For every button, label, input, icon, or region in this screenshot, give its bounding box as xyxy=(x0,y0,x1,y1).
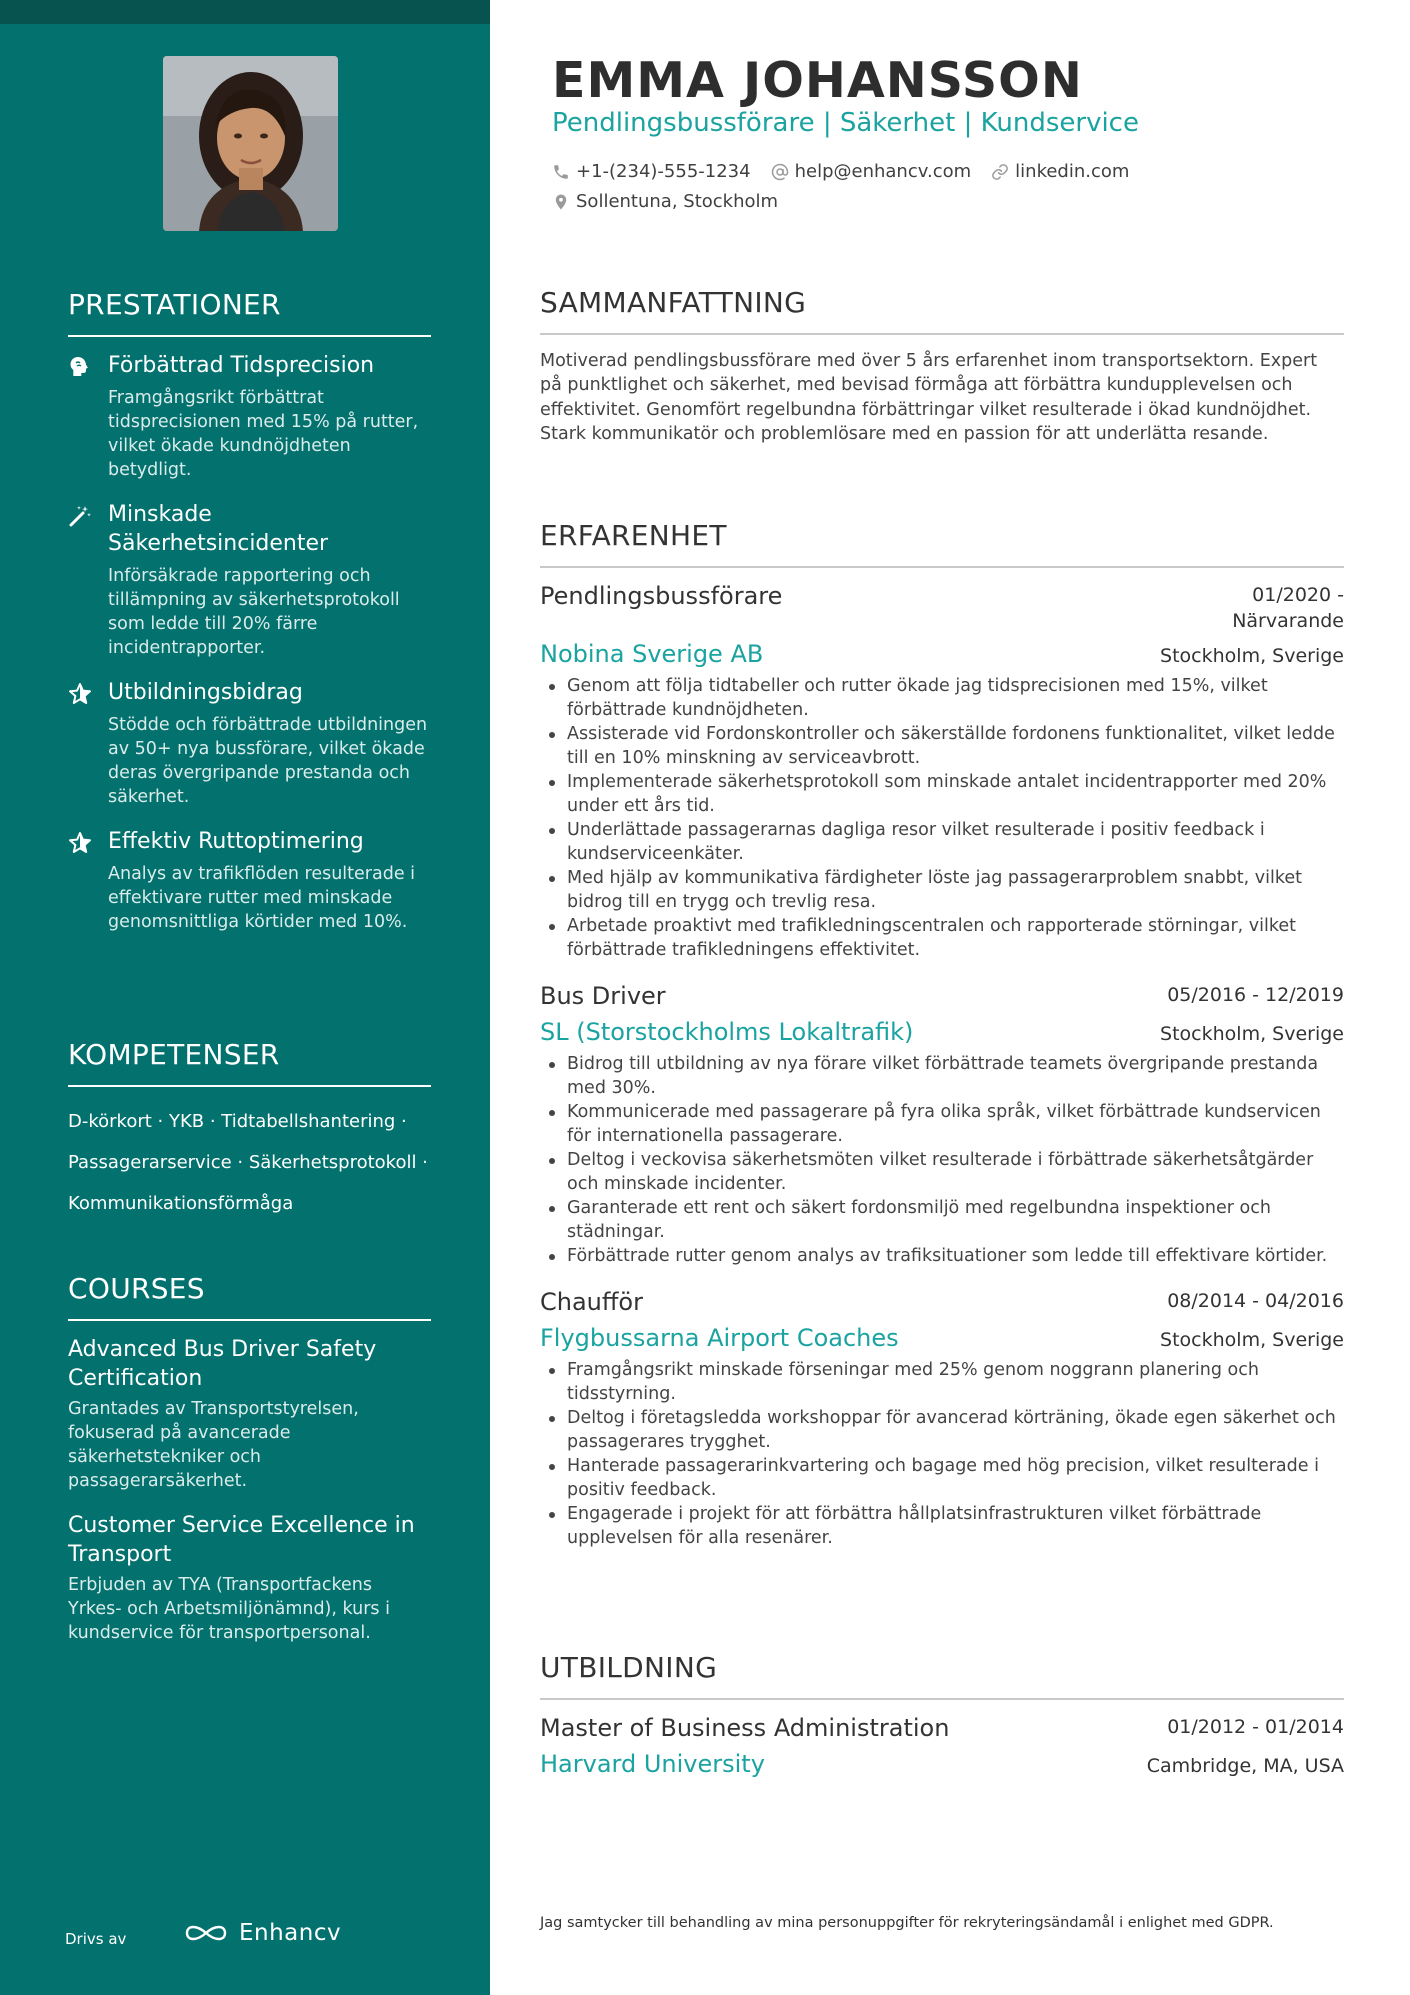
job-bullet: Bidrog till utbildning av nya förare vilket förbättrade teamets övergripande prestanda med 30%. xyxy=(540,1052,1344,1100)
achievement-item xyxy=(68,351,431,482)
email-text: help@enhancv.com xyxy=(794,161,972,182)
enhancv-logo-icon xyxy=(183,1921,229,1945)
job-bullet: Garanterade ett rent och säkert fordonsmiljö med regelbundna inspektioner och städningar. xyxy=(540,1196,1344,1244)
contact-row xyxy=(552,161,1129,182)
courses-heading: COURSES xyxy=(68,1272,431,1321)
location-pin-icon xyxy=(552,193,570,211)
candidate-name: EMMA JOHANSSON xyxy=(552,52,1083,109)
job-title: Chaufför xyxy=(540,1288,643,1316)
job-company: Nobina Sverige AB xyxy=(540,640,764,668)
education-section xyxy=(540,1651,1344,1780)
achievement-description: Stödde och förbättrade utbildningen av 50+ nya bussförare, vilket ökade deras övergripande prestanda och säkerhet. xyxy=(108,715,428,807)
education-heading: UTBILDNING xyxy=(540,1651,1344,1700)
achievement-title: Minskade Säkerhetsincidenter xyxy=(108,502,329,556)
job-location: Stockholm, Sverige xyxy=(1160,1329,1344,1351)
skills-line: Passagerarservice · Säkerhetsprotokoll · xyxy=(68,1152,428,1173)
magic-wand-icon xyxy=(68,504,92,528)
skills-heading: KOMPETENSER xyxy=(68,1038,431,1087)
course-title: Advanced Bus Driver Safety Certification xyxy=(68,1337,377,1391)
job-bullet: Med hjälp av kommunikativa färdigheter löste jag passagerarproblem snabbt, vilket bidrog till en trygg och trevlig resa. xyxy=(540,866,1344,914)
brand-logo[interactable] xyxy=(183,1920,341,1946)
linkedin-contact[interactable] xyxy=(991,161,1129,182)
powered-by-label: Drivs av xyxy=(65,1930,127,1948)
candidate-headline: Pendlingsbussförare | Säkerhet | Kundservice xyxy=(552,108,1139,138)
gdpr-consent-note: Jag samtycker till behandling av mina personuppgifter för rekryteringsändamål i enlighet med GDPR. xyxy=(540,1915,1274,1931)
linkedin-text: linkedin.com xyxy=(1015,161,1130,182)
experience-heading: ERFARENHET xyxy=(540,519,1344,568)
education-date: 01/2012 - 01/2014 xyxy=(1167,1716,1344,1738)
education-location: Cambridge, MA, USA xyxy=(1146,1755,1344,1777)
school-name: Harvard University xyxy=(540,1750,765,1778)
summary-section xyxy=(540,286,1344,446)
job-bullet: Engagerade i projekt för att förbättra hållplatsinfrastrukturen vilket förbättrade upplevelsen för alla resenärer. xyxy=(540,1502,1344,1550)
job-bullet: Genom att följa tidtabeller och rutter ökade jag tidsprecisionen med 15%, vilket förbättrade kundnöjdheten. xyxy=(540,674,1344,722)
brain-icon xyxy=(68,355,92,379)
skills-list xyxy=(68,1101,431,1224)
job-location: Stockholm, Sverige xyxy=(1160,1023,1344,1045)
contact-row xyxy=(552,191,778,212)
job-entry xyxy=(540,1286,1344,1550)
experience-section xyxy=(540,519,1344,1550)
course-description: Grantades av Transportstyrelsen, fokuserad på avancerade säkerhetstekniker och passagerarsäkerhet. xyxy=(68,1399,359,1491)
job-bullets xyxy=(540,1052,1344,1268)
email-contact[interactable] xyxy=(771,161,972,182)
skills-line: Kommunikationsförmåga xyxy=(68,1193,294,1214)
achievement-title: Utbildningsbidrag xyxy=(108,680,303,705)
course-description: Erbjuden av TYA (Transportfackens Yrkes- och Arbetsmiljönämnd), kurs i kundservice för transportpersonal. xyxy=(68,1575,390,1643)
job-location: Stockholm, Sverige xyxy=(1160,645,1344,667)
job-bullet: Hanterade passagerarinkvartering och bagage med hög precision, vilket resulterade i positiv feedback. xyxy=(540,1454,1344,1502)
job-bullet: Implementerade säkerhetsprotokoll som minskade antalet incidentrapporter med 20% under ett års tid. xyxy=(540,770,1344,818)
achievement-description: Analys av trafikflöden resulterade i effektivare rutter med minskade genomsnittliga körtider med 10%. xyxy=(108,864,416,932)
job-entry xyxy=(540,580,1344,962)
achievements-section xyxy=(68,288,431,934)
job-bullet: Underlättade passagerarnas dagliga resor vilket resulterade i positiv feedback i kundserviceenkäter. xyxy=(540,818,1344,866)
courses-section xyxy=(68,1272,431,1645)
job-company: Flygbussarna Airport Coaches xyxy=(540,1324,899,1352)
summary-heading: SAMMANFATTNING xyxy=(540,286,1344,335)
star-icon xyxy=(68,831,92,855)
job-bullet: Deltog i veckovisa säkerhetsmöten vilket resulterade i förbättrade säkerhetsåtgärder och minskade incidenter. xyxy=(540,1148,1344,1196)
job-title: Bus Driver xyxy=(540,982,666,1010)
summary-text: Motiverad pendlingsbussförare med över 5 års erfarenhet inom transportsektorn. Expert på punktlighet och säkerhet, med bevisad förmåga att förbättra kundupplevelsen och effektivitet. Genomfört regelbundna förbättringar vilket resulterade i ökad kundnöjdhet. Stark kommunikatör och problemlösare med en passion för att underlätta resande. xyxy=(540,351,1318,444)
location-contact xyxy=(552,191,778,212)
achievement-description: Införsäkrade rapportering och tillämpning av säkerhetsprotokoll som ledde till 20% färre incidentrapporter. xyxy=(108,566,400,658)
job-bullet: Kommunicerade med passagerare på fyra olika språk, vilket förbättrade kundservicen för internationella passagerare. xyxy=(540,1100,1344,1148)
course-title: Customer Service Excellence in Transport xyxy=(68,1513,415,1567)
phone-contact[interactable] xyxy=(552,161,751,182)
phone-text: +1-(234)-555-1234 xyxy=(576,161,751,182)
job-date: 01/2020 - Närvarande xyxy=(1232,584,1344,632)
brand-name: Enhancv xyxy=(239,1920,342,1946)
degree-title: Master of Business Administration xyxy=(540,1714,950,1742)
profile-photo xyxy=(163,56,338,231)
phone-icon xyxy=(552,163,570,181)
star-icon xyxy=(68,682,92,706)
sidebar xyxy=(0,0,490,1995)
link-icon xyxy=(991,163,1009,181)
course-item xyxy=(68,1335,431,1493)
achievement-item xyxy=(68,827,431,934)
skills-line: D-körkort · YKB · Tidtabellshantering · xyxy=(68,1111,407,1132)
job-bullet: Assisterade vid Fordonskontroller och säkerställde fordonens funktionalitet, vilket ledde till en 10% minskning av serviceavbrott. xyxy=(540,722,1344,770)
achievement-description: Framgångsrikt förbättrat tidsprecisionen med 15% på rutter, vilket ökade kundnöjdheten betydligt. xyxy=(108,388,419,480)
job-entry xyxy=(540,980,1344,1268)
job-bullet: Förbättrade rutter genom analys av trafiksituationer som ledde till effektivare körtider. xyxy=(540,1244,1344,1268)
achievement-title: Förbättrad Tidsprecision xyxy=(108,353,375,378)
job-title: Pendlingsbussförare xyxy=(540,582,783,610)
location-text: Sollentuna, Stockholm xyxy=(576,191,779,212)
job-date: 08/2014 - 04/2016 xyxy=(1167,1290,1344,1312)
job-bullet: Framgångsrikt minskade förseningar med 25% genom noggrann planering och tidsstyrning. xyxy=(540,1358,1344,1406)
job-bullets xyxy=(540,674,1344,962)
achievement-title: Effektiv Ruttoptimering xyxy=(108,829,364,854)
sidebar-top-bar xyxy=(0,0,490,24)
education-entry xyxy=(540,1712,1344,1780)
job-company: SL (Storstockholms Lokaltrafik) xyxy=(540,1018,914,1046)
achievement-item xyxy=(68,500,431,660)
course-item xyxy=(68,1511,431,1645)
achievement-item xyxy=(68,678,431,809)
job-bullets xyxy=(540,1358,1344,1550)
achievements-heading: PRESTATIONER xyxy=(68,288,431,337)
job-date: 05/2016 - 12/2019 xyxy=(1167,984,1344,1006)
at-sign-icon xyxy=(771,163,789,181)
skills-section xyxy=(68,1038,431,1224)
job-bullet: Deltog i företagsledda workshoppar för avancerad körträning, ökade egen säkerhet och passagerares trygghet. xyxy=(540,1406,1344,1454)
job-bullet: Arbetade proaktivt med trafikledningscentralen och rapporterade störningar, vilket förbättrade trafikledningens effektivitet. xyxy=(540,914,1344,962)
